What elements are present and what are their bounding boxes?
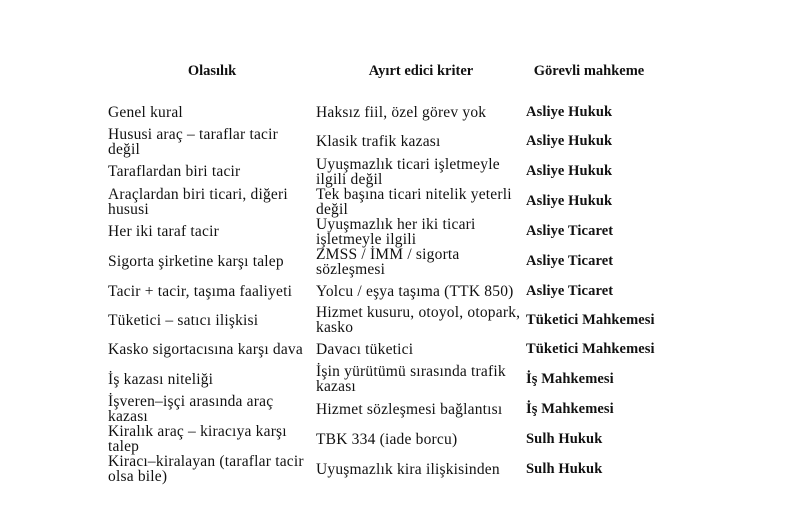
cell-olasilik: Tacir + tacir, taşıma faaliyeti bbox=[108, 282, 293, 300]
cell-olasilik: İş kazası niteliği bbox=[108, 370, 214, 388]
cell-olasilik: Kiralık araç – kiracıya karşı talep bbox=[108, 423, 287, 456]
cell-olasilik: Tüketici – satıcı ilişkisi bbox=[108, 311, 259, 329]
cell-mahkeme: Tüketici Mahkemesi bbox=[526, 341, 655, 358]
cell-olasilik: Her iki taraf tacir bbox=[108, 223, 219, 241]
cell-mahkeme: Asliye Ticaret bbox=[526, 253, 614, 270]
cell-kriter: ZMSS / İMM / sigorta sözleşmesi bbox=[316, 245, 460, 278]
table-row bbox=[108, 157, 676, 187]
cell-mahkeme: Tüketici Mahkemesi bbox=[526, 311, 655, 328]
table-row bbox=[108, 247, 676, 277]
cell-olasilik: Genel kural bbox=[108, 103, 183, 121]
table-row bbox=[108, 364, 676, 394]
cell-mahkeme: Asliye Hukuk bbox=[526, 103, 613, 120]
cell-olasilik: Hususi araç – taraflar tacir değil bbox=[108, 125, 278, 158]
cell-mahkeme: Asliye Ticaret bbox=[526, 282, 614, 299]
table-row bbox=[108, 394, 676, 424]
cell-olasilik: İşveren–işçi arasında araç kazası bbox=[108, 393, 274, 426]
cell-mahkeme: İş Mahkemesi bbox=[526, 370, 614, 387]
header-kriter: Ayırt edici kriter bbox=[368, 62, 474, 79]
cell-olasilik: Sigorta şirketine karşı talep bbox=[108, 253, 284, 271]
table-row bbox=[108, 217, 676, 247]
cell-mahkeme: Asliye Hukuk bbox=[526, 133, 613, 150]
header-mahkeme: Görevli mahkeme bbox=[533, 62, 645, 79]
table-row bbox=[108, 98, 676, 127]
table-row bbox=[108, 187, 676, 217]
cell-olasilik: Araçlardan biri ticari, diğeri hususi bbox=[108, 185, 288, 218]
cell-mahkeme: Asliye Hukuk bbox=[526, 193, 613, 210]
cell-kriter: İşin yürütümü sırasında trafik kazası bbox=[316, 363, 506, 396]
table-row bbox=[108, 305, 676, 335]
court-jurisdiction-table bbox=[108, 44, 676, 484]
table-row bbox=[108, 127, 676, 157]
cell-kriter: Hizmet sözleşmesi bağlantısı bbox=[316, 400, 503, 418]
cell-mahkeme: Sulh Hukuk bbox=[526, 460, 603, 477]
cell-olasilik: Kasko sigortacısına karşı dava bbox=[108, 341, 303, 359]
cell-kriter: Davacı tüketici bbox=[316, 341, 414, 359]
table-row bbox=[108, 335, 676, 364]
cell-mahkeme: İş Mahkemesi bbox=[526, 400, 614, 417]
cell-kriter: Tek başına ticari nitelik yeterli değil bbox=[316, 185, 512, 218]
table-row bbox=[108, 277, 676, 306]
table-header-row bbox=[108, 44, 676, 98]
cell-olasilik: Kiracı–kiralayan (taraflar tacir olsa bile) bbox=[108, 453, 304, 486]
cell-kriter: Hizmet kusuru, otoyol, otopark, kasko bbox=[316, 304, 521, 337]
cell-mahkeme: Asliye Ticaret bbox=[526, 223, 614, 240]
header-olasilik: Olasılık bbox=[187, 62, 237, 79]
cell-kriter: Yolcu / eşya taşıma (TTK 850) bbox=[316, 282, 514, 300]
table-row bbox=[108, 424, 676, 454]
cell-kriter: Klasik trafik kazası bbox=[316, 133, 441, 151]
cell-mahkeme: Asliye Hukuk bbox=[526, 163, 613, 180]
cell-kriter: Haksız fiil, özel görev yok bbox=[316, 103, 487, 121]
cell-olasilik: Taraflardan biri tacir bbox=[108, 163, 241, 181]
table-row bbox=[108, 454, 676, 484]
cell-kriter: Uyuşmazlık her iki ticari işletmeyle ilgili bbox=[316, 215, 476, 248]
cell-kriter: Uyuşmazlık ticari işletmeyle ilgili değil bbox=[316, 155, 500, 188]
cell-mahkeme: Sulh Hukuk bbox=[526, 430, 603, 447]
cell-kriter: Uyuşmazlık kira ilişkisinden bbox=[316, 460, 500, 478]
cell-kriter: TBK 334 (iade borcu) bbox=[316, 430, 458, 448]
